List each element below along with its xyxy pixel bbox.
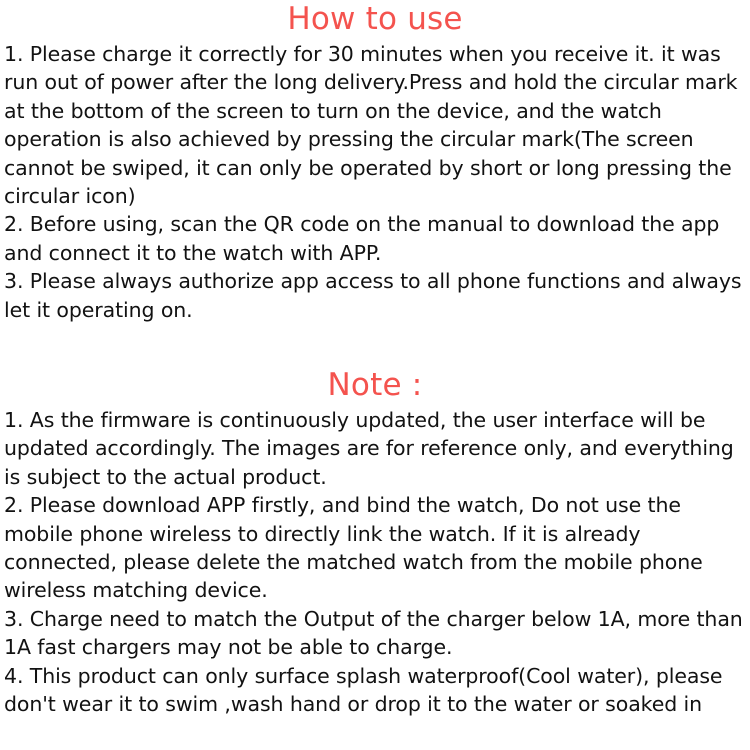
note-item-2: 2. Please download APP firstly, and bind the watch, Do not use the mobile phone wireless to directly link the watch. If it is already connected, please delete the matched watch from the mobile phone wireless matching device. xyxy=(4,493,703,603)
section-spacer xyxy=(4,324,746,350)
note-item-1: 1. As the firmware is continuously updated, the user interface will be updated accordingly. The images are for reference only, and everything is subject to the actual product. xyxy=(4,408,734,489)
note-item-4: 4. This product can only surface splash waterproof(Cool water), please don't wear it to swim ,wash hand or drop it to the water or soaked in xyxy=(4,663,723,716)
note-heading: Note : xyxy=(327,367,423,403)
how-to-use-item-1: 1. Please charge it correctly for 30 minutes when you receive it. it was run out of power after the long delivery.Press and hold the circular mark at the bottom of the screen to turn on the device, and the watch operation is also achieved by pressing the circular mark(The screen cannot be swiped, it can only be operated by short or long pressing the circular icon) xyxy=(4,42,738,209)
how-to-use-heading: How to use xyxy=(287,1,463,37)
how-to-use-item-3: 3. Please always authorize app access to all phone functions and always let it operating on. xyxy=(4,269,742,322)
how-to-use-body xyxy=(4,40,746,324)
note-body xyxy=(4,406,746,718)
how-to-use-item-2: 2. Before using, scan the QR code on the manual to download the app and connect it to the watch with APP. xyxy=(4,212,720,265)
note-item-3: 3. Charge need to match the Output of the charger below 1A, more than 1A fast chargers may not be able to charge. xyxy=(4,606,743,660)
